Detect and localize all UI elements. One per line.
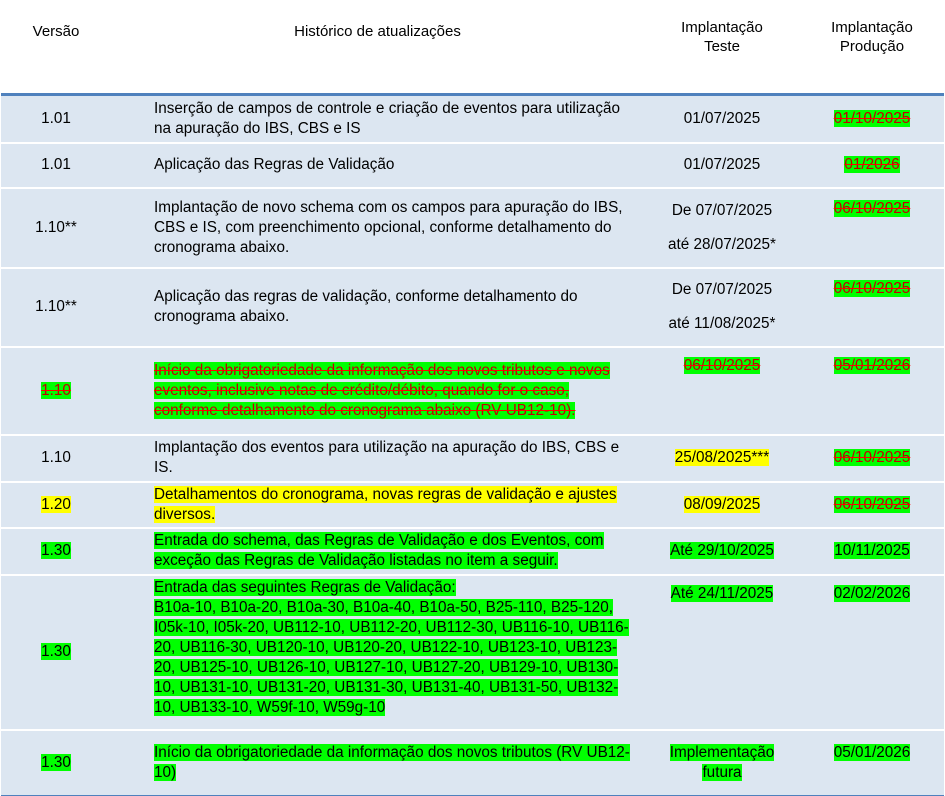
version-cell: 1.10 bbox=[1, 347, 111, 435]
version-cell: 1.30 bbox=[1, 575, 111, 730]
history-cell: Entrada do schema, das Regras de Validação e dos Eventos, com exceção das Regras de Validação listadas no item a seguir. bbox=[111, 528, 644, 575]
history-cell: Implantação de novo schema com os campos para apuração do IBS, CBS e IS, com preenchimento opcional, conforme detalhamento do cronograma abaixo. bbox=[111, 188, 644, 268]
table-row bbox=[1, 268, 944, 347]
version-cell: 1.10 bbox=[1, 435, 111, 482]
history-cell: Implantação dos eventos para utilização na apuração do IBS, CBS e IS. bbox=[111, 435, 644, 482]
table-row bbox=[1, 528, 944, 575]
table-row bbox=[1, 347, 944, 435]
version-cell: 1.30 bbox=[1, 528, 111, 575]
test-date-cell: De 07/07/2025 até 11/08/2025* bbox=[644, 268, 800, 347]
production-date-cell: 01/2026 bbox=[800, 143, 944, 188]
table-row bbox=[1, 188, 944, 268]
production-date-cell: 02/02/2026 bbox=[800, 575, 944, 730]
history-cell: Início da obrigatoriedade da informação dos novos tributos e novos eventos, inclusive notas de crédito/débito, quando for o caso, conforme detalhamento do cronograma abaixo (RV UB12-10). bbox=[111, 347, 644, 435]
version-cell: 1.20 bbox=[1, 482, 111, 528]
production-date-cell: 10/11/2025 bbox=[800, 528, 944, 575]
version-cell: 1.10** bbox=[1, 188, 111, 268]
production-date-cell: 06/10/2025 bbox=[800, 268, 944, 347]
production-date-cell: 01/10/2025 bbox=[800, 95, 944, 143]
test-date-cell: 01/07/2025 bbox=[644, 95, 800, 143]
table-row bbox=[1, 730, 944, 796]
version-cell: 1.30 bbox=[1, 730, 111, 796]
test-date-cell: 08/09/2025 bbox=[644, 482, 800, 528]
header-implantacao-producao: Implantação Produção bbox=[800, 0, 944, 95]
version-cell: 1.10** bbox=[1, 268, 111, 347]
production-date-cell: 06/10/2025 bbox=[800, 188, 944, 268]
header-implantacao-teste: Implantação Teste bbox=[644, 0, 800, 95]
header-versao: Versão bbox=[1, 0, 111, 95]
table-row bbox=[1, 482, 944, 528]
history-cell: Início da obrigatoriedade da informação dos novos tributos (RV UB12-10) bbox=[111, 730, 644, 796]
history-cell: Inserção de campos de controle e criação de eventos para utilização na apuração do IBS, CBS e IS bbox=[111, 95, 644, 143]
version-cell: 1.01 bbox=[1, 95, 111, 143]
test-date-cell: De 07/07/2025 até 28/07/2025* bbox=[644, 188, 800, 268]
production-date-cell: 06/10/2025 bbox=[800, 482, 944, 528]
production-date-cell: 06/10/2025 bbox=[800, 435, 944, 482]
test-date-cell: 01/07/2025 bbox=[644, 143, 800, 188]
history-cell: Aplicação das regras de validação, conforme detalhamento do cronograma abaixo. bbox=[111, 268, 644, 347]
update-history-table bbox=[1, 0, 944, 796]
production-date-cell: 05/01/2026 bbox=[800, 347, 944, 435]
table-row bbox=[1, 435, 944, 482]
history-cell: Aplicação das Regras de Validação bbox=[111, 143, 644, 188]
header-row bbox=[1, 0, 944, 95]
version-cell: 1.01 bbox=[1, 143, 111, 188]
history-cell: Entrada das seguintes Regras de Validação: B10a-10, B10a-20, B10a-30, B10a-40, B10a-50, B25-110, B25-120, I05k-10, I05k-20, UB112-10, UB112-20, UB112-30, UB116-10, UB116-20, UB116-30, UB120-10, UB120-20, UB122-10, UB123-10, UB123-20, UB125-10, UB126-10, UB127-10, UB127-20, UB129-10, UB130-10, UB131-10, UB131-20, UB131-30, UB131-40, UB131-50, UB132-10, UB133-10, W59f-10, W59g-10 bbox=[111, 575, 644, 730]
table-row bbox=[1, 575, 944, 730]
test-date-cell: 25/08/2025*** bbox=[644, 435, 800, 482]
test-date-cell: Até 29/10/2025 bbox=[644, 528, 800, 575]
test-date-cell: Implementação futura bbox=[644, 730, 800, 796]
table-row bbox=[1, 143, 944, 188]
test-date-cell: 06/10/2025 bbox=[644, 347, 800, 435]
header-historico: Histórico de atualizações bbox=[111, 0, 644, 95]
table-row bbox=[1, 95, 944, 143]
test-date-cell: Até 24/11/2025 bbox=[644, 575, 800, 730]
history-cell: Detalhamentos do cronograma, novas regras de validação e ajustes diversos. bbox=[111, 482, 644, 528]
production-date-cell: 05/01/2026 bbox=[800, 730, 944, 796]
